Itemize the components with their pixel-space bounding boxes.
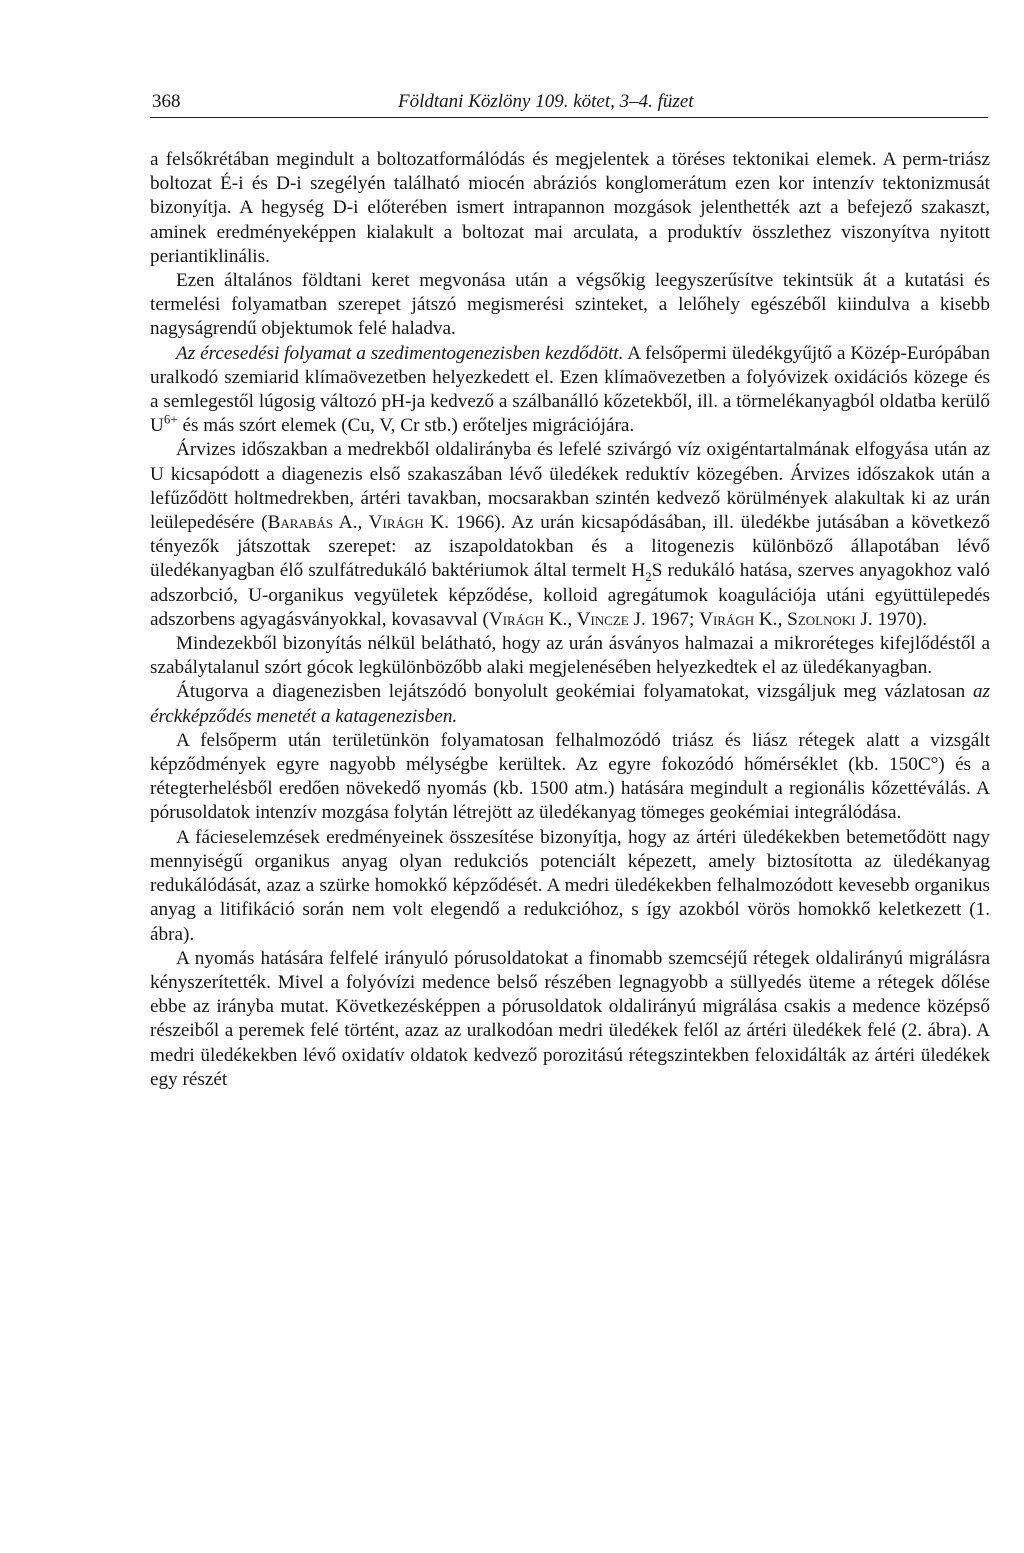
paragraph-3-heading: Az ércesedési folyamat a szedimentogenezisben kezdődött. [176,342,624,364]
paragraph-4-text-d: 1967; [645,608,700,630]
paragraph-6 [150,680,990,728]
running-header [150,87,988,118]
paragraph-6-emphasis: az érckképződés menetét a katagenezisben. [150,681,990,727]
paragraph-9: A nyomás hatására felfelé irányuló pórusoldatokat a finomabb szemcséjű rétegek oldalirányú migrálásra kényszerítették. Mivel a folyóvízi medence belső részében legnagyobb a süllyedés üteme a rétegek dőlése ebbe az irányba mutat. Következésképpen a pórusoldatok oldalirányú migrálása csakis a medence középső részeiből a peremek felé történt, azaz az uralkodóan medri üledékek felől az ártéri üledékek felé (2. ábra). A medri üledékekben lévő oxidatív oldatok kedvező porozitású rétegszintekben feloxidálták az ártéri üledékek egy részét [150,947,990,1090]
citation-authors-2: Virágh K., Vincze J. [488,608,646,630]
article-body [150,148,990,1092]
paragraph-1: a felsőkrétában megindult a boltozatformálódás és megjelentek a töréses tektonikai elemek. A perm-triász boltozat É-i és D-i szegélyén található miocén abráziós konglomerátum ezen kor intenzív tektonizmusát bizonyítja. A hegység D-i előterében ismert intrapannon mozgások jelenthették azt a befejező szakaszt, aminek eredményeképpen kialakult a boltozat mai arculata, a produktív összlethez viszonyítva nyitott periantiklinális. [150,149,990,267]
paragraph-4-text-c: S redukáló hatása, szerves anyagokhoz való adszorbció, U-organikus vegyületek képződése, kolloid agregátumok koagulációja utáni együttülepedés adszorbens agyagásványokkal, kovasavval ( [150,560,990,630]
paragraph-8: A fácieselemzések eredményeinek összesítése bizonyítja, hogy az ártéri üledékekben betemetődött nagy mennyiségű organikus anyag olyan redukciós potenciált képezett, amely biztosította az üledékanyag redukálódását, azaz a szürke homokkő képződését. A medri üledékekben felhalmozódott kevesebb organikus anyag a litifikáció során nem volt elegendő a redukcióhoz, s így azokból vörös homokkő keletkezett (1. ábra). [150,826,990,945]
page-number: 368 [152,91,181,112]
paragraph-7: A felsőperm után területünkön folyamatosan felhalmozódó triász és liász rétegek alatt a vizsgált képződmények egyre nagyobb mélységbe kerültek. Az egyre fokozódó hőmérséklet (kb. 150C°) és a rétegterhelésből eredően növekedő nyomás (kb. 1500 atm.) hatására megindult a regionális kőzettéválás. A pórusoldatok intenzív mozgása folytán létrejött az üledékanyag tömeges geokémiai integrálódása. [150,729,990,824]
uranium-charge: 6+ [163,411,178,427]
journal-title: Földtani Közlöny 109. kötet, 3–4. füzet [398,91,694,112]
paragraph-2: Ezen általános földtani keret megvonása után a végsőkig leegyszerűsítve tekintsük át a kutatási és termelési folyamatban szerepet játszó megismerési szinteket, a lelőhely egészéből kiindulva a kisebb nagyságrendű objektumok felé haladva. [150,270,990,340]
paragraph-4-text-e: 1970). [872,608,928,630]
paragraph-4-text-b: 1966). Az urán kicsapódásában, ill. üledékbe jutásában a következő tényezők játszottak szerepet: az iszapoldatokban és a litogenezis különböző állapotában lévő üledékanyagban élő szulfátredukáló baktériumok által termelt H [150,512,990,582]
paragraph-3 [150,342,990,439]
h2s-subscript: 2 [645,569,652,585]
paragraph-3-text-b: és más szórt elemek (Cu, V, Cr stb.) erőteljes migrációjára. [177,415,635,437]
paragraph-4 [150,438,990,632]
citation-authors-3: Virágh K., Szolnoki J. [699,608,873,630]
paragraph-3-text-a: A felsőpermi üledékgyűjtő a Közép-Európában uralkodó szemiarid klímaövezetben helyezkedett el. Ezen klímaövezetben a folyóvizek oxidációs közege és a semlegestől lúgosig változó pH-ja kedvező a szálbanálló kőzetekből, ill. a törmelékanyagból oldatba kerülő U [150,342,990,437]
citation-authors-1: Barabás A., Virágh K. [267,512,450,534]
paragraph-4-text-a: Árvizes időszakban a medrekből oldalirányba és lefelé szivárgó víz oxigéntartalmának elfogyása után az U kicsapódott a diagenezis első szakaszában lévő üledékek reduktív közegében. Árvizes időszakok után a lefűződött holtmedrekben, ártéri tavakban, mocsarakban szintén kedvező körülmények alakultak ki az urán leülepedésére ( [150,439,990,534]
paragraph-6-text: Átugorva a diagenezisben lejátszódó bonyolult geokémiai folyamatokat, vizsgáljuk meg vázlatosan [176,681,973,703]
paragraph-5: Mindezekből bizonyítás nélkül belátható, hogy az urán ásványos halmazai a mikroréteges kifejlődéstől a szabálytalanul szórt gócok legkülönbözőbb alaki megjelenésében helyezkedtek el az üledékanyagban. [150,633,990,679]
